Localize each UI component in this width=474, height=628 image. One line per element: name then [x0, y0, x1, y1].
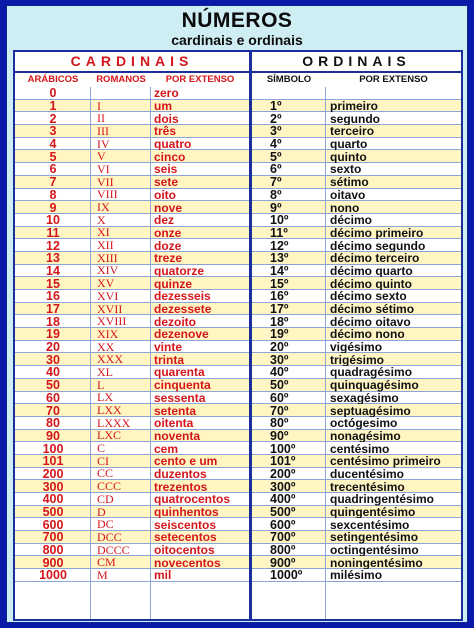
cell-extenso-cardinal: seis: [154, 163, 178, 176]
cell-extenso-ordinal: sexagésimo: [330, 391, 399, 405]
cell-romano: CC: [97, 467, 114, 481]
cell-extenso-ordinal: décimo quinto: [330, 277, 412, 290]
cell-simbolo: 12º: [270, 239, 289, 252]
table-row: [15, 239, 461, 252]
cell-extenso-ordinal: ducentésimo: [330, 467, 405, 481]
cell-romano: CCC: [97, 480, 122, 493]
cell-extenso-ordinal: octingentésimo: [330, 543, 419, 557]
table-row: [15, 417, 461, 430]
cell-extenso-cardinal: dezesseis: [154, 290, 211, 303]
cell-simbolo: 17º: [270, 302, 289, 316]
cell-arabico: 9: [49, 201, 57, 214]
cell-simbolo: 500º: [270, 505, 296, 519]
cell-simbolo: 101º: [270, 454, 296, 468]
page-title: NÚMEROS: [181, 9, 293, 32]
table-row: [15, 315, 461, 328]
cell-extenso-ordinal: setingentésimo: [330, 531, 419, 544]
cell-extenso-ordinal: décimo primeiro: [330, 226, 424, 240]
cell-extenso-cardinal: cinco: [154, 150, 186, 164]
cell-romano: II: [97, 112, 105, 126]
cell-extenso-ordinal: nonagésimo: [330, 429, 401, 443]
cell-extenso-cardinal: cinquenta: [154, 378, 211, 392]
cell-simbolo: 300º: [270, 480, 296, 493]
cell-extenso-cardinal: oitenta: [154, 416, 194, 430]
page-subtitle: cardinais e ordinais: [171, 32, 303, 48]
cardinais-heading: CARDINAIS: [70, 53, 194, 69]
table-row: [15, 150, 461, 163]
cell-simbolo: 90º: [270, 429, 289, 443]
cell-arabico: 60: [46, 391, 60, 405]
cell-romano: DC: [97, 518, 114, 532]
table-row: [15, 556, 461, 569]
cell-simbolo: 50º: [270, 378, 289, 392]
cell-romano: VII: [97, 175, 114, 189]
ordinais-heading: ORDINAIS: [302, 53, 411, 69]
cell-extenso-ordinal: vigésimo: [330, 340, 383, 354]
cell-arabico: 4: [49, 137, 57, 151]
cell-arabico: 40: [46, 366, 60, 379]
cell-simbolo: 11º: [270, 226, 288, 240]
cell-simbolo: 10º: [270, 213, 289, 227]
cell-arabico: 200: [42, 467, 64, 481]
cell-arabico: 90: [46, 429, 60, 443]
table-row: [15, 176, 461, 189]
cell-extenso-cardinal: nove: [154, 201, 183, 214]
cell-simbolo: 4º: [270, 137, 282, 151]
table-row: [15, 341, 461, 354]
column-divider: [90, 87, 91, 619]
cell-arabico: 14: [46, 264, 60, 278]
cell-arabico: 80: [46, 416, 60, 430]
cell-romano: XIII: [97, 251, 118, 265]
table-row: [15, 201, 461, 214]
cell-romano: XIX: [97, 328, 119, 341]
cell-romano: XIV: [97, 264, 119, 278]
cell-extenso-cardinal: setenta: [154, 404, 197, 417]
cell-simbolo: 800º: [270, 543, 296, 557]
cell-extenso-cardinal: vinte: [154, 340, 183, 354]
cell-romano: LXXX: [97, 416, 131, 430]
cell-extenso-cardinal: quatorze: [154, 264, 205, 278]
cell-extenso-ordinal: décimo: [330, 213, 373, 227]
cell-romano: I: [97, 99, 101, 113]
table-row: [15, 265, 461, 278]
section-divider: [249, 52, 252, 619]
cell-romano: CI: [97, 454, 109, 468]
cell-extenso-cardinal: dois: [154, 112, 179, 126]
cell-romano: XXX: [97, 353, 123, 367]
cell-extenso-ordinal: oitavo: [330, 188, 366, 202]
cell-simbolo: 600º: [270, 518, 296, 532]
table-row: [15, 138, 461, 151]
cell-arabico: 0: [49, 87, 57, 100]
cell-simbolo: 18º: [270, 315, 289, 329]
cell-romano: VI: [97, 163, 110, 176]
cell-arabico: 1000: [39, 569, 67, 582]
table-row: [15, 430, 461, 443]
table-row: [15, 303, 461, 316]
cell-extenso-ordinal: décimo quarto: [330, 264, 413, 278]
cell-extenso-cardinal: duzentos: [154, 467, 207, 481]
table-row: [15, 379, 461, 392]
cell-romano: XVI: [97, 290, 119, 303]
cell-extenso-ordinal: septuagésimo: [330, 404, 411, 417]
cell-arabico: 800: [42, 543, 64, 557]
cell-extenso-cardinal: sessenta: [154, 391, 206, 405]
cell-extenso-ordinal: centésimo: [330, 442, 390, 455]
cell-arabico: 50: [46, 378, 60, 392]
table-row: [15, 189, 461, 202]
cell-simbolo: 14º: [270, 264, 289, 278]
cell-simbolo: 400º: [270, 493, 296, 506]
table-row: [15, 163, 461, 176]
cell-extenso-ordinal: octógesimo: [330, 416, 398, 430]
cell-extenso-cardinal: quatrocentos: [154, 493, 231, 506]
cell-arabico: 6: [49, 163, 57, 176]
table-row: [15, 392, 461, 405]
cell-arabico: 700: [42, 531, 64, 544]
cell-arabico: 1: [49, 99, 57, 113]
cell-extenso-ordinal: sexcentésimo: [330, 518, 410, 532]
cell-romano: DCCC: [97, 543, 130, 557]
cell-extenso-cardinal: treze: [154, 251, 183, 265]
cell-extenso-ordinal: décimo terceiro: [330, 251, 420, 265]
cell-extenso-cardinal: cem: [154, 442, 179, 455]
cell-extenso-ordinal: segundo: [330, 112, 380, 126]
table-row: [15, 227, 461, 240]
cell-arabico: 600: [42, 518, 64, 532]
cell-extenso-cardinal: seiscentos: [154, 518, 217, 532]
cell-simbolo: 70º: [270, 404, 289, 417]
cell-arabico: 5: [49, 150, 57, 164]
cell-extenso-ordinal: trecentésimo: [330, 480, 405, 493]
cell-extenso-cardinal: oito: [154, 188, 176, 202]
column-divider: [150, 87, 151, 619]
table-row: [15, 480, 461, 493]
cell-extenso-ordinal: centésimo primeiro: [330, 454, 441, 468]
cell-romano: M: [97, 569, 108, 582]
cell-extenso-ordinal: noningentésimo: [330, 556, 423, 570]
cell-romano: XII: [97, 239, 114, 252]
cell-extenso-cardinal: trezentos: [154, 480, 208, 493]
table-row: [15, 506, 461, 519]
cell-simbolo: 16º: [270, 290, 289, 303]
cell-romano: XVII: [97, 302, 123, 316]
cell-romano: XX: [97, 340, 115, 354]
cell-extenso-cardinal: dezoito: [154, 315, 196, 329]
cell-romano: XV: [97, 277, 115, 290]
cell-extenso-cardinal: mil: [154, 569, 172, 582]
cell-extenso-cardinal: dezenove: [154, 328, 209, 341]
cell-arabico: 13: [46, 251, 60, 265]
cell-simbolo: [252, 87, 324, 100]
table-row: [15, 112, 461, 125]
table-row: [15, 442, 461, 455]
cell-extenso-ordinal: primeiro: [330, 99, 379, 113]
cell-simbolo: 3º: [270, 125, 282, 138]
cell-romano: C: [97, 442, 106, 455]
cell-arabico: 17: [46, 302, 60, 316]
cell-arabico: 18: [46, 315, 60, 329]
cell-extenso-cardinal: novecentos: [154, 556, 221, 570]
cell-simbolo: 30º: [270, 353, 289, 367]
table-row: [15, 544, 461, 557]
cell-extenso-cardinal: dezessete: [154, 302, 212, 316]
cell-extenso-ordinal: milésimo: [330, 569, 383, 582]
cell-romano: III: [97, 125, 109, 138]
cell-simbolo: 60º: [270, 391, 289, 405]
cell-extenso-ordinal: quinquagésimo: [330, 378, 419, 392]
cell-romano: XVIII: [97, 315, 127, 329]
table-row: [15, 531, 461, 544]
cell-arabico: 16: [46, 290, 60, 303]
cell-extenso-ordinal: décimo sexto: [330, 290, 407, 303]
cell-extenso-cardinal: onze: [154, 226, 182, 240]
column-header-romanos: ROMANOS: [96, 74, 146, 85]
cell-extenso-ordinal: quadragésimo: [330, 366, 413, 379]
cell-extenso-ordinal: décimo sétimo: [330, 302, 415, 316]
cell-extenso-ordinal: [326, 87, 461, 100]
cell-romano: XI: [97, 226, 110, 240]
cell-romano: LXC: [97, 429, 121, 443]
cell-extenso-cardinal: oitocentos: [154, 543, 215, 557]
cell-extenso-ordinal: quarto: [330, 137, 368, 151]
cell-extenso-ordinal: sexto: [330, 163, 362, 176]
table-row: [15, 404, 461, 417]
cell-extenso-cardinal: um: [154, 99, 172, 113]
cell-extenso-cardinal: doze: [154, 239, 182, 252]
cell-extenso-ordinal: décimo oitavo: [330, 315, 411, 329]
cell-romano: [91, 87, 149, 100]
cell-extenso-ordinal: nono: [330, 201, 360, 214]
cell-extenso-cardinal: trinta: [154, 353, 184, 367]
cell-simbolo: 15º: [270, 277, 289, 290]
cell-simbolo: 900º: [270, 556, 296, 570]
cell-arabico: 500: [42, 505, 64, 519]
cell-romano: IV: [97, 137, 110, 151]
cell-arabico: 70: [46, 404, 60, 417]
table-row: [15, 493, 461, 506]
cell-extenso-ordinal: terceiro: [330, 125, 375, 138]
table-row: [15, 252, 461, 265]
cell-arabico: 400: [42, 493, 64, 506]
cell-extenso-cardinal: quatro: [154, 137, 192, 151]
table-row: [15, 518, 461, 531]
table-row: [15, 328, 461, 341]
table-row: [15, 100, 461, 113]
table-row: [15, 455, 461, 468]
cell-simbolo: 1º: [270, 99, 282, 113]
column-header-por-extenso-cardinal: POR EXTENSO: [165, 74, 235, 85]
cell-extenso-cardinal: zero: [154, 87, 179, 100]
cell-extenso-ordinal: décimo nono: [330, 328, 405, 341]
cell-simbolo: 20º: [270, 340, 289, 354]
cell-arabico: 3: [49, 125, 57, 138]
table-row: [15, 468, 461, 481]
cell-extenso-ordinal: quinto: [330, 150, 367, 164]
column-header-arabicos: ARÁBICOS: [27, 74, 79, 85]
cell-simbolo: 7º: [270, 175, 282, 189]
cell-romano: LX: [97, 391, 113, 405]
cell-arabico: 101: [42, 454, 64, 468]
cell-simbolo: 700º: [270, 531, 296, 544]
cell-arabico: 7: [49, 175, 57, 189]
cell-romano: CM: [97, 556, 116, 570]
table-row: [15, 366, 461, 379]
cell-romano: VIII: [97, 188, 118, 202]
cell-extenso-ordinal: sétimo: [330, 175, 369, 189]
table-row: [15, 87, 461, 100]
cell-arabico: 19: [46, 328, 60, 341]
cell-extenso-cardinal: noventa: [154, 429, 201, 443]
cell-extenso-cardinal: quinhentos: [154, 505, 219, 519]
numbers-chart: [6, 5, 468, 623]
cell-extenso-cardinal: dez: [154, 213, 175, 227]
table-row: [15, 214, 461, 227]
table-body: [15, 87, 461, 582]
cell-romano: D: [97, 505, 106, 519]
cell-arabico: 100: [42, 442, 64, 455]
cell-arabico: 12: [46, 239, 60, 252]
column-header-por-extenso-ordinal: POR EXTENSO: [359, 74, 428, 85]
column-divider: [325, 87, 326, 619]
cell-romano: IX: [97, 201, 110, 214]
cell-simbolo: 19º: [270, 328, 289, 341]
cell-extenso-cardinal: quinze: [154, 277, 192, 290]
cell-arabico: 2: [49, 112, 57, 126]
cell-arabico: 10: [46, 213, 60, 227]
cell-romano: L: [97, 378, 105, 392]
cell-extenso-cardinal: setecentos: [154, 531, 217, 544]
cell-simbolo: 8º: [270, 188, 282, 202]
cell-extenso-ordinal: trigésimo: [330, 353, 385, 367]
cell-simbolo: 200º: [270, 467, 296, 481]
cell-extenso-cardinal: quarenta: [154, 366, 205, 379]
cell-arabico: 11: [46, 226, 60, 240]
cell-extenso-ordinal: quadringentésimo: [330, 493, 435, 506]
column-header-simbolo: SÍMBOLO: [266, 74, 312, 85]
cell-extenso-ordinal: décimo segundo: [330, 239, 426, 252]
cell-simbolo: 80º: [270, 416, 289, 430]
cell-simbolo: 40º: [270, 366, 289, 379]
cell-romano: DCC: [97, 531, 122, 544]
cell-arabico: 15: [46, 277, 60, 290]
cell-simbolo: 13º: [270, 251, 289, 265]
cell-arabico: 30: [46, 353, 60, 367]
cell-simbolo: 1000º: [270, 569, 303, 582]
table-row: [15, 290, 461, 303]
cell-romano: CD: [97, 493, 114, 506]
cell-simbolo: 100º: [270, 442, 296, 455]
cell-simbolo: 5º: [270, 150, 282, 164]
cell-arabico: 900: [42, 556, 64, 570]
cell-romano: V: [97, 150, 106, 164]
table-row: [15, 277, 461, 290]
cell-romano: X: [97, 213, 106, 227]
cell-romano: LXX: [97, 404, 122, 417]
cell-extenso-ordinal: quingentésimo: [330, 505, 416, 519]
cell-romano: XL: [97, 366, 113, 379]
cell-arabico: 300: [42, 480, 64, 493]
cell-extenso-cardinal: cento e um: [154, 454, 218, 468]
cell-extenso-cardinal: três: [154, 125, 177, 138]
cell-arabico: 8: [49, 188, 57, 202]
table-row: [15, 125, 461, 138]
numbers-table: [13, 50, 463, 621]
cell-simbolo: 9º: [270, 201, 282, 214]
cell-arabico: 20: [46, 340, 60, 354]
cell-simbolo: 2º: [270, 112, 282, 126]
table-row: [15, 569, 461, 582]
cell-extenso-cardinal: sete: [154, 175, 179, 189]
table-row: [15, 353, 461, 366]
cell-simbolo: 6º: [270, 163, 282, 176]
